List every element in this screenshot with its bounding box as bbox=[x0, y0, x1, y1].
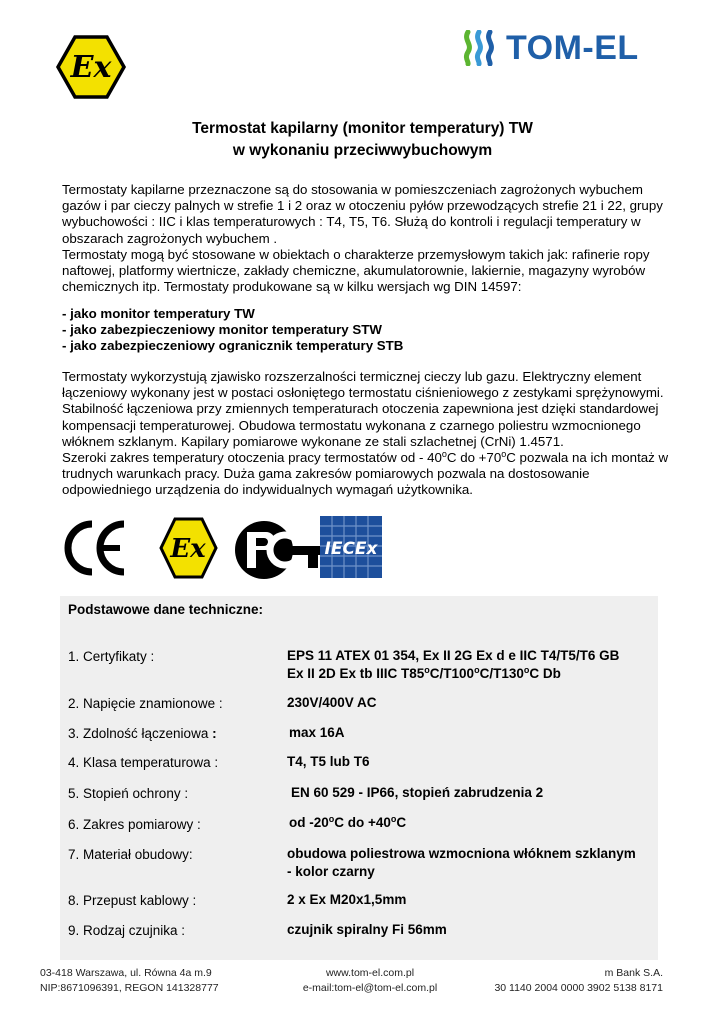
ex-logo-text: Ex bbox=[70, 50, 112, 85]
certification-logos bbox=[62, 516, 442, 580]
email-link[interactable]: e-mail:tom-el@tom-el.com.pl bbox=[302, 982, 438, 994]
iecex-mark-icon bbox=[320, 516, 382, 578]
version-item: - jako zabezpieczeniowy monitor temperatury STW bbox=[62, 322, 382, 338]
spec-value-protection: EN 60 529 - IP66, stopień zabrudzenia 2 bbox=[291, 785, 544, 800]
gost-pct-mark-icon bbox=[235, 521, 328, 579]
footer-bank: m Bank S.A. 30 1140 2004 0000 3902 5138 8171 bbox=[494, 967, 663, 994]
brand-wave-icon bbox=[462, 30, 500, 66]
page-title-line1: Termostat kapilarny (monitor temperatury) TW bbox=[192, 120, 533, 137]
footer-address: 03-418 Warszawa, ul. Równa 4a m.9 NIP:8671096391, REGON 141328777 bbox=[40, 967, 219, 994]
spec-label: 2. Napięcie znamionowe : bbox=[68, 696, 223, 711]
spec-label: 8. Przepust kablowy : bbox=[68, 893, 197, 908]
spec-label: 3. Zdolność łączeniowa : bbox=[68, 726, 217, 741]
versions-list bbox=[62, 306, 403, 355]
spec-value-certificates: EPS 11 ATEX 01 354, Ex II 2G Ex d e IIC T4/T5/T6 GB Ex II 2D Ex tb IIIC T85$^o$C/T100$^o$C/T130$^o$C Db bbox=[287, 648, 620, 681]
spec-value-voltage: 230V/400V AC bbox=[287, 695, 377, 710]
intro-paragraph-1: Termostaty kapilarne przeznaczone są do stosowania w pomieszczeniach zagrożonych wybuchem gazów i par cieczy palnych w strefie 1 i 2 oraz w otoczeniu pyłów przewodzących strefie 21 i 22, grupy wybuchowości : IIC i klas temperaturowych : T4, T5, T6. Służą do kontroli i regulacji temperatury w obszarach zagrożonych wybuchem . bbox=[62, 182, 663, 246]
spec-label: 9. Rodzaj czujnika : bbox=[68, 923, 186, 938]
version-item: - jako monitor temperatury TW bbox=[62, 306, 255, 321]
description-paragraph-1: Termostaty wykorzystują zjawisko rozszerzalności termicznej cieczy lub gazu. Elektryczny element łączeniowy wykonany jest w postaci osłoniętego termostatu ciśnieniowego z zestykami sprężynowymi. Stabilność łączeniowa przy zmiennych temperaturach otoczenia zapewniona jest dzięki standardowej kompensacji temperaturowej. Obudowa termostatu wykonana z czarnego poliestru wzmocnionego włóknem szklanym. Kapilary pomiarowe wykonane ze stali szlachetnej (CrNi) 1.4571. bbox=[62, 369, 664, 449]
website-link[interactable]: www.tom-el.com.pl bbox=[325, 967, 415, 979]
spec-value-cable-gland: 2 x Ex M20x1,5mm bbox=[287, 892, 407, 907]
ex-mark-icon bbox=[161, 519, 216, 577]
footer-contact bbox=[290, 966, 450, 996]
spec-label: 5. Stopień ochrony : bbox=[68, 786, 189, 801]
spec-label: 1. Certyfikaty : bbox=[68, 649, 155, 664]
page-title-line2: w wykonaniu przeciwwybuchowym bbox=[232, 142, 493, 159]
svg-text:Ex: Ex bbox=[170, 534, 206, 564]
spec-label: 7. Materiał obudowy: bbox=[68, 847, 193, 862]
brand-logo bbox=[462, 28, 639, 68]
spec-label: 6. Zakres pomiarowy : bbox=[68, 817, 201, 832]
brand-name: TOM-EL bbox=[506, 28, 639, 67]
spec-value-temp-class: T4, T5 lub T6 bbox=[287, 754, 370, 769]
specs-heading: Podstawowe dane techniczne: bbox=[68, 602, 264, 617]
svg-text:IECEx: IECEx bbox=[324, 539, 378, 559]
ce-mark-icon bbox=[68, 524, 124, 572]
spec-label: 4. Klasa temperaturowa : bbox=[68, 755, 219, 770]
atex-ex-logo bbox=[55, 34, 127, 100]
spec-value-range: od -20$^o$C do $+40^oC$ bbox=[289, 814, 407, 830]
intro-paragraph-2: Termostaty mogą być stosowane w obiektach o charakterze przemysłowym takich jak: rafinerie ropy naftowej, platformy wiertnicze, zakłady chemiczne, akumulatorownie, lakiernie, magazyny wyrobów chemicznych itp. Termostaty produkowane są w kilku wersjach wg DIN 14597: bbox=[62, 246, 650, 295]
spec-value-material: obudowa poliestrowa wzmocniona włóknem szklanym - kolor czarny bbox=[287, 846, 636, 879]
spec-value-switching: max 16A bbox=[289, 725, 345, 740]
spec-value-sensor: czujnik spiralny Fi 56mm bbox=[287, 922, 447, 937]
intro-text bbox=[62, 182, 672, 295]
description-paragraph-2: Szeroki zakres temperatury otoczenia pracy termostatów od - 40$^o$C do $+70^oC$ pozwala na ich montaż w trudnych warunkach pracy. Duża gama zakresów pomiarowych pozwala na dostosowanie odpowiedniego urządzenia do indywidualnych wymagań użytkownika. bbox=[62, 449, 669, 498]
version-item: - jako zabezpieczeniowy ogranicznik temperatury STB bbox=[62, 338, 404, 354]
description-text bbox=[62, 369, 672, 499]
